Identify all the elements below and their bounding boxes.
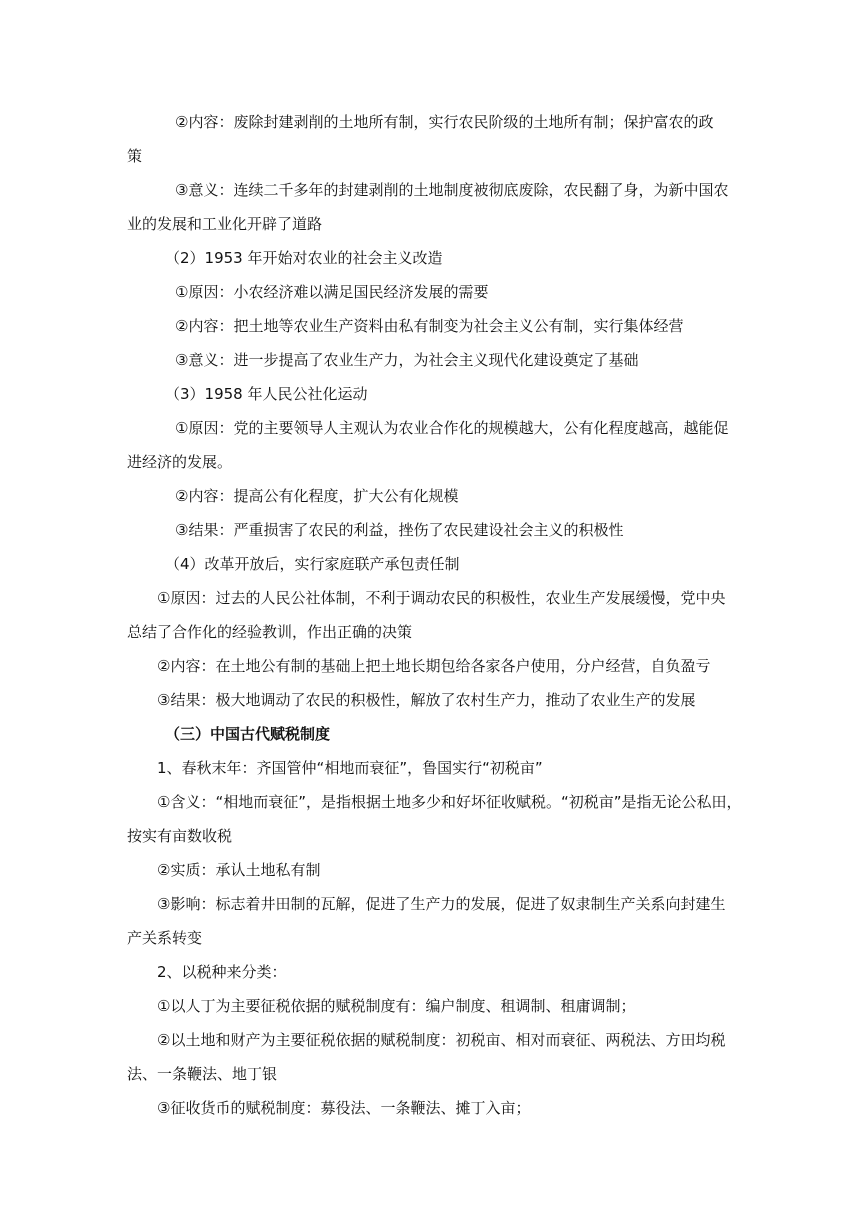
- section-heading: （3）1958 年人民公社化运动: [165, 385, 368, 403]
- paragraph-line: ①原因：过去的人民公社体制，不利于调动农民的积极性，农业生产发展缓慢，党中央: [157, 589, 726, 607]
- paragraph-line: ②内容：废除封建剥削的土地所有制，实行农民阶级的土地所有制；保护富农的政: [175, 113, 714, 131]
- chapter-heading: （三）中国古代赋税制度: [165, 725, 331, 743]
- section-heading: （4）改革开放后，实行家庭联产承包责任制: [165, 555, 460, 573]
- paragraph-line: 业的发展和工业化开辟了道路: [127, 215, 323, 233]
- paragraph-line: 策: [127, 147, 143, 165]
- paragraph-line: ①原因：党的主要领导人主观认为农业合作化的规模越大，公有化程度越高，越能促: [175, 419, 729, 437]
- paragraph-line: ③意义：进一步提高了农业生产力，为社会主义现代化建设奠定了基础: [175, 351, 639, 369]
- paragraph-line: ②以土地和财产为主要征税依据的赋税制度：初税亩、相对而衰征、两税法、方田均税: [157, 1031, 726, 1049]
- paragraph-line: ③结果：严重损害了农民的利益，挫伤了农民建设社会主义的积极性: [175, 521, 624, 539]
- paragraph-line: 进经济的发展。: [127, 453, 233, 471]
- paragraph-line: ②实质：承认土地私有制: [157, 861, 321, 879]
- subsection-heading: 1、春秋末年：齐国管仲“相地而衰征”，鲁国实行“初税亩”: [157, 759, 543, 777]
- paragraph-line: 法、一条鞭法、地丁银: [127, 1065, 278, 1083]
- paragraph-line: 按实有亩数收税: [127, 827, 233, 845]
- paragraph-line: ③意义：连续二千多年的封建剥削的土地制度被彻底废除，农民翻了身，为新中国农: [175, 181, 729, 199]
- subsection-heading: 2、以税种来分类：: [157, 963, 287, 981]
- paragraph-line: ②内容：把土地等农业生产资料由私有制变为社会主义公有制，实行集体经营: [175, 317, 684, 335]
- paragraph-line: ③影响：标志着井田制的瓦解，促进了生产力的发展，促进了奴隶制生产关系向封建生: [157, 895, 726, 913]
- paragraph-line: ①含义：“相地而衰征”，是指根据土地多少和好坏征收赋税。“初税亩”是指无论公私田，: [157, 793, 742, 811]
- section-heading: （2）1953 年开始对农业的社会主义改造: [165, 249, 443, 267]
- paragraph-line: ①原因：小农经济难以满足国民经济发展的需要: [175, 283, 489, 301]
- paragraph-line: ③征收货币的赋税制度：募役法、一条鞭法、摊丁入亩；: [157, 1099, 531, 1117]
- paragraph-line: 总结了合作化的经验教训，作出正确的决策: [127, 623, 413, 641]
- paragraph-line: ②内容：提高公有化程度，扩大公有化规模: [175, 487, 459, 505]
- paragraph-line: ①以人丁为主要征税依据的赋税制度有：编户制度、租调制、租庸调制；: [157, 997, 636, 1015]
- paragraph-line: ②内容：在土地公有制的基础上把土地长期包给各家各户使用，分户经营，自负盈亏: [157, 657, 711, 675]
- paragraph-line: ③结果：极大地调动了农民的积极性，解放了农村生产力，推动了农业生产的发展: [157, 691, 696, 709]
- paragraph-line: 产关系转变: [127, 929, 203, 947]
